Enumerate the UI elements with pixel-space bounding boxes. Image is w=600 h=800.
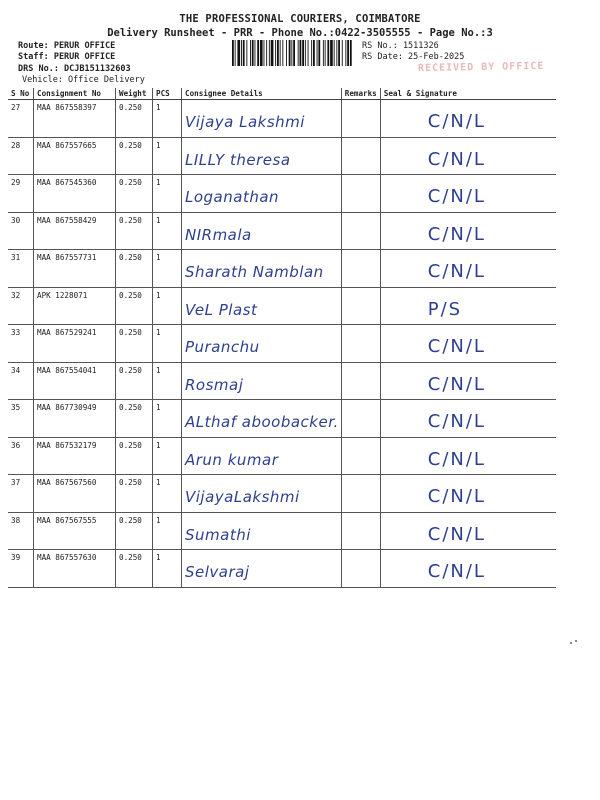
barcode-bar (325, 40, 326, 66)
barcode-bar (300, 40, 302, 66)
cell-pcs-text: 1 (156, 178, 161, 187)
cell-weight-text: 0.250 (119, 140, 142, 150)
col-consignment: Consignment No (34, 88, 116, 100)
col-sno: S No (8, 88, 34, 100)
barcode-bar (260, 40, 263, 66)
cell-remarks (341, 550, 380, 588)
cell-consignment (34, 512, 116, 550)
barcode-bar (264, 40, 265, 66)
cell-sno-text: 28 (11, 140, 21, 150)
cell-weight-text: 0.250 (119, 215, 142, 225)
cell-sno (8, 175, 34, 213)
cell-consignee (182, 550, 342, 588)
barcode-bar (327, 40, 329, 66)
cell-consignee (182, 175, 342, 213)
cell-weight (116, 512, 153, 550)
cell-consignment (34, 437, 116, 475)
cell-sno-text: 30 (11, 215, 21, 225)
cell-weight (116, 175, 153, 213)
cell-pcs (153, 250, 182, 288)
cell-weight (116, 287, 153, 325)
cell-weight (116, 325, 153, 363)
table-row (8, 175, 556, 213)
barcode-bar (252, 40, 254, 66)
cell-sno-text: 27 (11, 103, 21, 112)
consignee-handwriting: Sumathi (185, 525, 251, 544)
cell-consignment-text: MAA 867529241 (37, 328, 97, 337)
cell-consignment-text: MAA 867532179 (37, 440, 97, 450)
cell-remarks (341, 475, 380, 513)
cell-consignment (34, 212, 116, 250)
cell-consignee (182, 362, 342, 400)
cell-remarks (341, 325, 380, 363)
cell-consignee (182, 250, 342, 288)
cell-pcs (153, 325, 182, 363)
barcode-bar (308, 40, 309, 66)
barcode-bar (302, 40, 304, 66)
cell-signature (380, 137, 556, 175)
barcode-bar (291, 40, 292, 66)
barcode-bar (271, 40, 274, 66)
cell-remarks (341, 362, 380, 400)
cell-signature (380, 100, 556, 138)
cell-consignee (182, 287, 342, 325)
cell-pcs (153, 137, 182, 175)
cell-sno (8, 512, 34, 550)
barcode-bar (323, 40, 324, 66)
table-row (8, 550, 556, 588)
cell-pcs-text: 1 (156, 328, 161, 337)
cell-weight (116, 362, 153, 400)
cell-weight-text: 0.250 (119, 253, 142, 262)
barcode-bar (313, 40, 315, 66)
ink-mark (575, 640, 577, 642)
signature-handwriting: C/N/L (427, 448, 486, 470)
cell-consignee (182, 137, 342, 175)
consignee-handwriting: VeL Plast (185, 300, 258, 319)
cell-sno (8, 212, 34, 250)
received-stamp: RECEIVED BY OFFICE (417, 60, 545, 75)
cell-weight-text: 0.250 (119, 103, 142, 112)
barcode-bar (257, 40, 259, 66)
cell-consignment (34, 475, 116, 513)
cell-consignment-text: MAA 867567560 (37, 478, 97, 487)
cell-pcs-text: 1 (156, 140, 161, 150)
cell-weight-text: 0.250 (119, 515, 142, 525)
consignee-handwriting: Vijaya Lakshmi (185, 113, 305, 131)
table-row (8, 212, 556, 250)
barcode-bar (311, 40, 312, 66)
col-signature: Seal & Signature (380, 88, 556, 100)
cell-signature (380, 287, 556, 325)
cell-remarks (341, 437, 380, 475)
barcode-bar (275, 40, 276, 66)
cell-weight (116, 400, 153, 438)
cell-sno (8, 325, 34, 363)
cell-consignment (34, 137, 116, 175)
cell-consignment-text: MAA 867557630 (37, 553, 97, 562)
cell-consignment-text: MAA 867558429 (37, 215, 97, 225)
cell-signature (380, 475, 556, 513)
barcode-bar (269, 40, 270, 66)
barcode-bar (286, 40, 287, 66)
signature-handwriting: C/N/L (427, 523, 486, 545)
table-row (8, 475, 556, 513)
consignee-handwriting: Rosmaj (185, 375, 244, 394)
table-row (8, 400, 556, 438)
cell-pcs (153, 437, 182, 475)
table-row (8, 512, 556, 550)
cell-sno (8, 475, 34, 513)
cell-sno-text: 33 (11, 328, 21, 337)
cell-sno (8, 400, 34, 438)
cell-sno (8, 287, 34, 325)
barcode-bar (342, 40, 343, 66)
barcode-image (232, 40, 352, 66)
cell-pcs-text: 1 (156, 290, 161, 300)
signature-handwriting: C/N/L (427, 561, 486, 582)
cell-sno-text: 29 (11, 178, 21, 187)
drs-number: DRS No.: DCJB151132603 (18, 64, 131, 74)
cell-pcs-text: 1 (156, 365, 161, 375)
consignee-handwriting: Sharath Namblan (185, 263, 324, 281)
barcode-bar (317, 40, 318, 66)
cell-weight (116, 550, 153, 588)
table-row (8, 250, 556, 288)
cell-pcs-text: 1 (156, 553, 161, 562)
cell-consignment-text: MAA 867730949 (37, 403, 97, 412)
cell-signature (380, 550, 556, 588)
cell-sno (8, 250, 34, 288)
cell-weight (116, 137, 153, 175)
cell-weight-text: 0.250 (119, 178, 142, 187)
runsheet-table (8, 88, 556, 588)
cell-weight (116, 100, 153, 138)
cell-weight-text: 0.250 (119, 290, 142, 300)
cell-pcs-text: 1 (156, 215, 161, 225)
cell-remarks (341, 250, 380, 288)
col-consignee: Consignee Details (182, 88, 342, 100)
barcode-bar (334, 40, 335, 66)
barcode-bar (250, 40, 251, 66)
barcode-bar (338, 40, 340, 66)
consignee-handwriting: Selvaraj (185, 563, 250, 581)
cell-consignment (34, 400, 116, 438)
table-row (8, 325, 556, 363)
rs-date: RS Date: 25-Feb-2025 (362, 52, 465, 62)
cell-sno-text: 35 (11, 403, 21, 412)
barcode-bar (241, 40, 242, 66)
cell-signature (380, 212, 556, 250)
col-remarks: Remarks (341, 88, 380, 100)
cell-pcs (153, 212, 182, 250)
cell-consignment-text: MAA 867557665 (37, 140, 97, 150)
cell-consignment-text: MAA 867545360 (37, 178, 97, 187)
ink-mark (570, 642, 572, 644)
table-row (8, 137, 556, 175)
cell-remarks (341, 175, 380, 213)
barcode-bar (350, 40, 352, 66)
consignee-handwriting: Loganathan (185, 188, 280, 206)
cell-weight (116, 437, 153, 475)
table-row (8, 437, 556, 475)
cell-sno (8, 437, 34, 475)
signature-handwriting: C/N/L (427, 411, 486, 432)
signature-handwriting: P/S (427, 298, 463, 320)
consignee-handwriting: VijayaLakshmi (185, 488, 300, 506)
signature-handwriting: C/N/L (427, 261, 486, 282)
barcode-bar (330, 40, 333, 66)
cell-consignee (182, 400, 342, 438)
cell-consignment (34, 175, 116, 213)
barcode-bar (298, 40, 299, 66)
cell-weight-text: 0.250 (119, 403, 142, 412)
cell-consignment-text: MAA 867567555 (37, 515, 97, 525)
barcode-bar (266, 40, 267, 66)
cell-sno-text: 34 (11, 365, 21, 375)
barcode-bar (237, 40, 240, 66)
cell-sno (8, 137, 34, 175)
barcode-bar (280, 40, 281, 66)
cell-consignment (34, 287, 116, 325)
cell-sno-text: 31 (11, 253, 21, 262)
barcode-bar (305, 40, 306, 66)
cell-signature (380, 175, 556, 213)
signature-handwriting: C/N/L (427, 148, 486, 170)
signature-handwriting: C/N/L (427, 486, 486, 507)
cell-sno-text: 37 (11, 478, 21, 487)
cell-remarks (341, 512, 380, 550)
cell-signature (380, 362, 556, 400)
signature-handwriting: C/N/L (427, 111, 486, 132)
cell-sno (8, 100, 34, 138)
cell-pcs-text: 1 (156, 515, 161, 525)
signature-handwriting: C/N/L (427, 373, 486, 395)
consignee-handwriting: NIRmala (185, 225, 252, 244)
cell-remarks (341, 212, 380, 250)
cell-signature (380, 250, 556, 288)
cell-consignee (182, 325, 342, 363)
consignee-handwriting: ALthaf aboobacker. (185, 413, 339, 431)
barcode-bar (345, 40, 346, 66)
cell-remarks (341, 287, 380, 325)
cell-signature (380, 325, 556, 363)
cell-remarks (341, 400, 380, 438)
cell-pcs-text: 1 (156, 403, 161, 412)
signature-handwriting: C/N/L (427, 186, 486, 207)
col-weight: Weight (116, 88, 153, 100)
cell-pcs (153, 400, 182, 438)
barcode-bar (336, 40, 337, 66)
cell-pcs-text: 1 (156, 440, 161, 450)
cell-pcs (153, 362, 182, 400)
barcode-bar (277, 40, 279, 66)
cell-pcs (153, 175, 182, 213)
cell-consignment (34, 100, 116, 138)
cell-remarks (341, 137, 380, 175)
cell-weight-text: 0.250 (119, 328, 142, 337)
signature-handwriting: C/N/L (427, 336, 486, 357)
col-pcs: PCS (153, 88, 182, 100)
cell-consignment (34, 325, 116, 363)
route-label: Route: PERUR OFFICE (18, 41, 116, 51)
cell-pcs (153, 550, 182, 588)
staff-label: Staff: PERUR OFFICE (18, 52, 116, 62)
cell-weight (116, 475, 153, 513)
cell-signature (380, 512, 556, 550)
cell-pcs-text: 1 (156, 103, 161, 112)
barcode-bar (243, 40, 245, 66)
barcode-bar (347, 40, 349, 66)
cell-weight (116, 212, 153, 250)
cell-pcs-text: 1 (156, 253, 161, 262)
consignee-handwriting: Arun kumar (185, 450, 279, 469)
cell-pcs (153, 475, 182, 513)
vehicle-label: Vehicle: Office Delivery (22, 75, 145, 85)
barcode-bar (246, 40, 247, 66)
cell-consignment (34, 362, 116, 400)
cell-consignee (182, 100, 342, 138)
consignee-handwriting: Puranchu (185, 338, 260, 356)
cell-consignment-text: APK 1228071 (37, 290, 88, 300)
barcode-bar (235, 40, 236, 66)
cell-consignment-text: MAA 867554041 (37, 365, 97, 375)
cell-consignment (34, 550, 116, 588)
cell-consignment (34, 250, 116, 288)
barcode-bar (282, 40, 283, 66)
cell-weight (116, 250, 153, 288)
table-row (8, 287, 556, 325)
cell-remarks (341, 100, 380, 138)
cell-weight-text: 0.250 (119, 553, 142, 562)
cell-sno-text: 38 (11, 515, 21, 525)
signature-handwriting: C/N/L (427, 223, 486, 245)
cell-pcs (153, 100, 182, 138)
barcode-bar (293, 40, 295, 66)
cell-sno (8, 550, 34, 588)
cell-weight-text: 0.250 (119, 478, 142, 487)
barcode-bar (255, 40, 256, 66)
consignee-handwriting: LILLY theresa (185, 150, 291, 169)
cell-sno-text: 36 (11, 440, 21, 450)
cell-sno-text: 32 (11, 290, 21, 300)
cell-pcs (153, 512, 182, 550)
barcode-bar (289, 40, 291, 66)
cell-consignment-text: MAA 867557731 (37, 253, 97, 262)
table-header (8, 88, 556, 100)
cell-consignee (182, 512, 342, 550)
cell-consignee (182, 212, 342, 250)
cell-pcs (153, 287, 182, 325)
cell-sno (8, 362, 34, 400)
company-title: THE PROFESSIONAL COURIERS, COIMBATORE (179, 13, 421, 25)
barcode-bar (232, 40, 234, 66)
table-row (8, 100, 556, 138)
cell-weight-text: 0.250 (119, 365, 142, 375)
cell-consignee (182, 475, 342, 513)
table-row (8, 362, 556, 400)
barcode-bar (318, 40, 320, 66)
rs-number: RS No.: 1511326 (362, 41, 439, 51)
cell-sno-text: 39 (11, 553, 21, 562)
cell-signature (380, 437, 556, 475)
cell-weight-text: 0.250 (119, 440, 142, 450)
cell-pcs-text: 1 (156, 478, 161, 487)
cell-consignment-text: MAA 867558397 (37, 103, 97, 112)
cell-signature (380, 400, 556, 438)
runsheet-title: Delivery Runsheet - PRR - Phone No.:0422-3505555 - Page No.:3 (107, 27, 493, 39)
cell-consignee (182, 437, 342, 475)
